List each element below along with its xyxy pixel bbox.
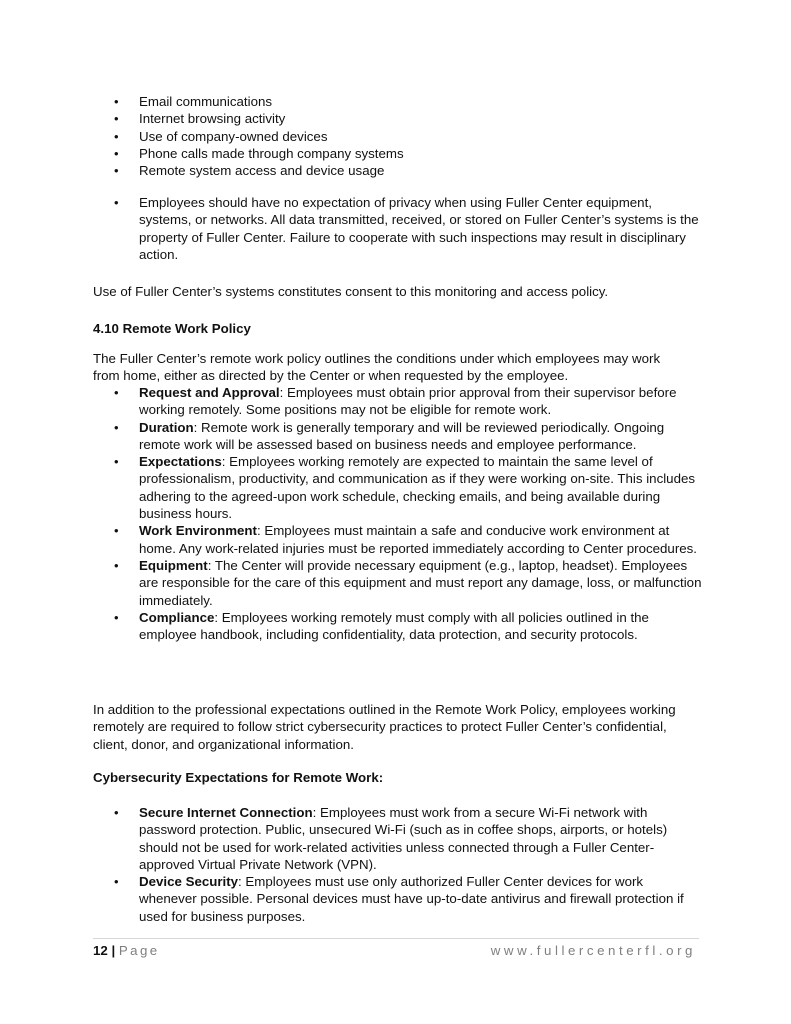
list-item: • Duration: Remote work is generally temporary and will be reviewed periodically. Ongoing remote work will be assessed based on business needs and employee performance. [114,419,665,452]
list-item: • Request and Approval: Employees must obtain prior approval from their supervisor before working remotely. Some positions may not be eligible for remote work. [114,385,677,418]
list-item: • Compliance: Employees working remotely must comply with all policies outlined in the employee handbook, including confidentiality, data protection, and security protocols. [114,609,649,643]
list-item: • Equipment: The Center will provide necessary equipment (e.g., laptop, headset). Employees are responsible for the care of this equipment and must report any damage, loss, or malfunction immediately. [114,557,702,608]
list-item: • Use of company-owned devices [114,128,328,144]
list-item: • Remote system access and device usage [114,163,385,179]
cyber-intro-paragraph: In addition to the professional expectations outlined in the Remote Work Policy, employees working remotely are required to follow strict cybersecurity practices to protect Fuller Center’s confidential, client, donor, and organizational information. [93,702,676,752]
list-item: • Secure Internet Connection: Employees must work from a secure Wi-Fi network with password protection. Public, unsecured Wi-Fi (such as in coffee shops, airports, or hotels) should not be used for work-related activities unless connected through a Fuller Center-approved Virtual Private Network (VPN). [114,805,668,872]
list-term: Duration [139,419,194,435]
list-item: • Internet browsing activity [114,111,286,127]
list-term: Secure Internet Connection [139,805,313,820]
list-term: Expectations [139,454,222,470]
cyber-list [93,804,703,925]
list-item: • Expectations: Employees working remotely are expected to maintain the same level of professionalism, productivity, and communication as if they were working on-site. This includes adhering to the agreed-upon work schedule, checking emails, and being available during business hours. [114,454,696,522]
list-item: • Phone calls made through company systems [114,145,404,161]
list-term: Work Environment [139,523,257,539]
list-item: • Email communications [114,94,273,109]
monitoring-list [93,93,703,179]
privacy-list [93,194,703,263]
consent-paragraph: Use of Fuller Center’s systems constitutes consent to this monitoring and access policy. [93,284,609,299]
remote-intro-paragraph: The Fuller Center’s remote work policy outlines the conditions under which employees may work from home, either as directed by the Center or when requested by the employee. [93,351,661,384]
list-item: • Work Environment: Employees must maintain a safe and conducive work environment at home. Any work-related injuries must be reported immediately according to Center procedures. [114,523,697,556]
footer-website: www.fullercenterfl.org [490,943,696,958]
list-term: Equipment [139,557,208,573]
list-term: Request and Approval [139,385,280,400]
list-term: Compliance [139,609,215,625]
section-heading: 4.10 Remote Work Policy [93,321,251,336]
list-item: • Employees should have no expectation of privacy when using Fuller Center equipment, systems, or networks. All data transmitted, received, or stored on Fuller Center’s systems is the property of Fuller Center. Failure to cooperate with such inspections may result in disciplinary action. [114,195,699,262]
footer-divider [93,938,699,939]
remote-work-list [93,384,703,643]
page-number: 12 | Page [93,943,160,958]
cyber-heading: Cybersecurity Expectations for Remote Work: [93,770,384,785]
list-item: • Device Security: Employees must use only authorized Fuller Center devices for work whenever possible. Personal devices must have up-to-date antivirus and firewall protection if used for business purposes. [114,874,684,924]
list-term: Device Security [139,874,239,890]
